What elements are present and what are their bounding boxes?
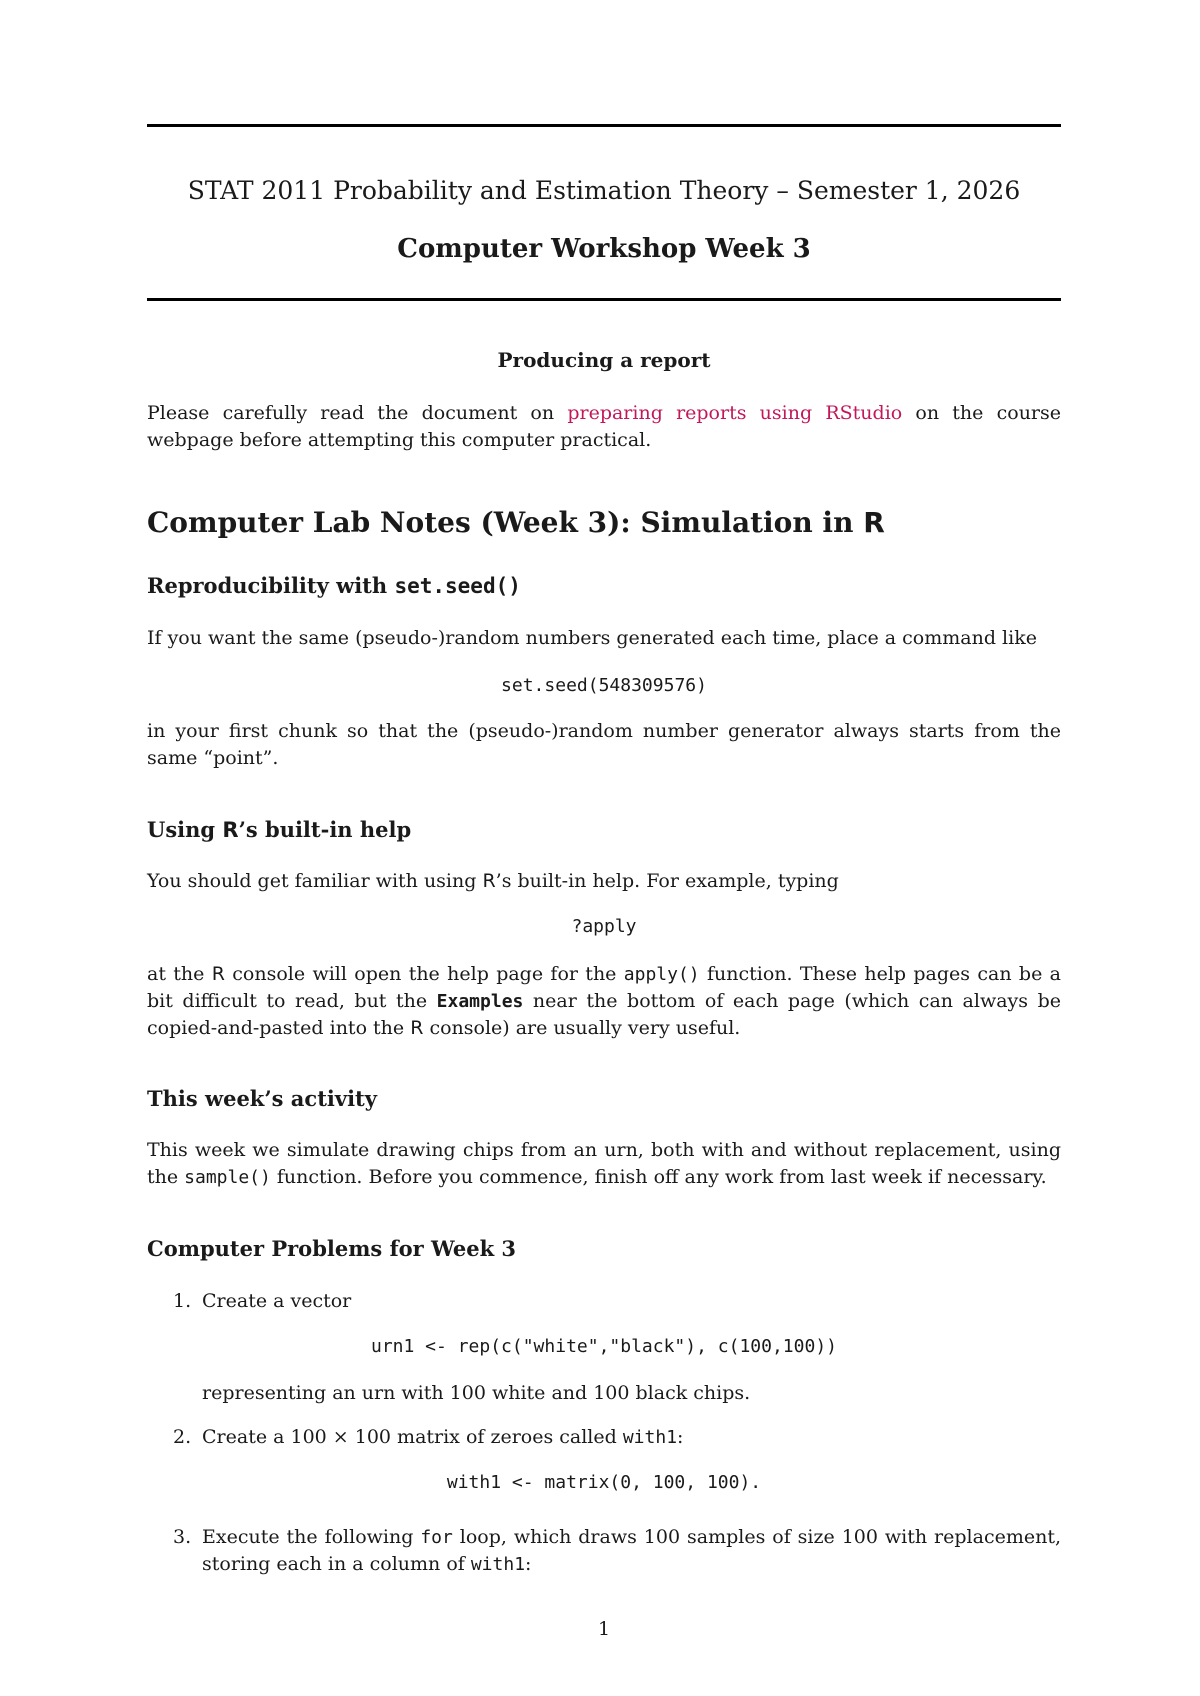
- preparing-reports-link[interactable]: preparing reports using RStudio: [567, 402, 903, 424]
- help-intro: You should get familiar with using R’s built-in help. For example, typing: [147, 870, 839, 892]
- activity-paragraph: This week we simulate drawing chips from an urn, both with and without replacement, using the sample() function. Before you commence, finish off any work from last week if necessary.: [147, 1139, 1061, 1188]
- workshop-title: Computer Workshop Week 3: [397, 234, 811, 264]
- report-paragraph: Please carefully read the document on preparing reports using RStudio on the course webpage before attempting this computer practical.: [147, 402, 1062, 451]
- help-after: at the R console will open the help page for the apply() function. These help pages can be a bit difficult to read, but the Examples near the bottom of each page (which can always be copied-and-pasted into the R console) are usually very useful.: [147, 963, 1061, 1039]
- problems-heading: Computer Problems for Week 3: [147, 1236, 517, 1261]
- document-page: STAT 2011 Probability and Estimation Theory – Semester 1, 2026 Computer Workshop Week 3 Producing a report Please carefully read the document on preparing reports using RStudio on the course webpage before attempting this computer practical. Computer Lab Notes (Week 3): Simulation in R Reproducibility with set.seed() If you want the same (pseudo-)random numbers generated each time, place a command like set.seed(548309576) in your first chunk so that the (pseudo-)random number generator always starts from the same “point”. Using R’s built-in help You should get familiar with using R’s built-in help. For example, typing ?apply at the R console will open the help page for the apply() function. These help pages can be a bit difficult to read, but the Examples near the bottom of each page (which can always be copied-and-pasted into the R console) are usually very useful. This week’s activity This week we simulate drawing chips from an urn, both with and without replacement, using the sample() function. Before you commence, finish off any work from last week if necessary. Computer Problems for Week 3 1. Create a vector urn1 <- rep(c("white","black"), c(100,100)) representing an urn with 100 white and 100 black chips. 2. Create a 100 × 100 matrix of zeroes called with1: with1 <- matrix(0, 100, 100). 3. Execute the following for loop, which draws 100 samples of size 100 with replacement, storing each in a column of with1: 1: [147, 0, 1061, 1696]
- top-rule: [147, 124, 1061, 127]
- seed-code: set.seed(548309576): [501, 675, 707, 696]
- help-heading: Using R’s built-in help: [147, 817, 412, 842]
- seed-heading: Reproducibility with set.seed(): [147, 573, 521, 598]
- lab-notes-heading: Computer Lab Notes (Week 3): Simulation in R: [147, 506, 885, 539]
- help-code: ?apply: [571, 916, 637, 937]
- problem-2-code: with1 <- matrix(0, 100, 100).: [446, 1472, 762, 1493]
- report-heading: Producing a report: [497, 348, 711, 372]
- seed-intro: If you want the same (pseudo-)random numbers generated each time, place a command like: [147, 627, 1037, 649]
- seed-after: in your first chunk so that the (pseudo-)random number generator always starts from the same “point”.: [147, 720, 1061, 769]
- course-title: STAT 2011 Probability and Estimation Theory – Semester 1, 2026: [187, 176, 1021, 205]
- activity-heading: This week’s activity: [147, 1086, 377, 1111]
- header-bottom-rule: [147, 298, 1061, 301]
- problem-1-code: urn1 <- rep(c("white","black"), c(100,100)): [371, 1336, 837, 1357]
- page-number: 1: [597, 1618, 611, 1640]
